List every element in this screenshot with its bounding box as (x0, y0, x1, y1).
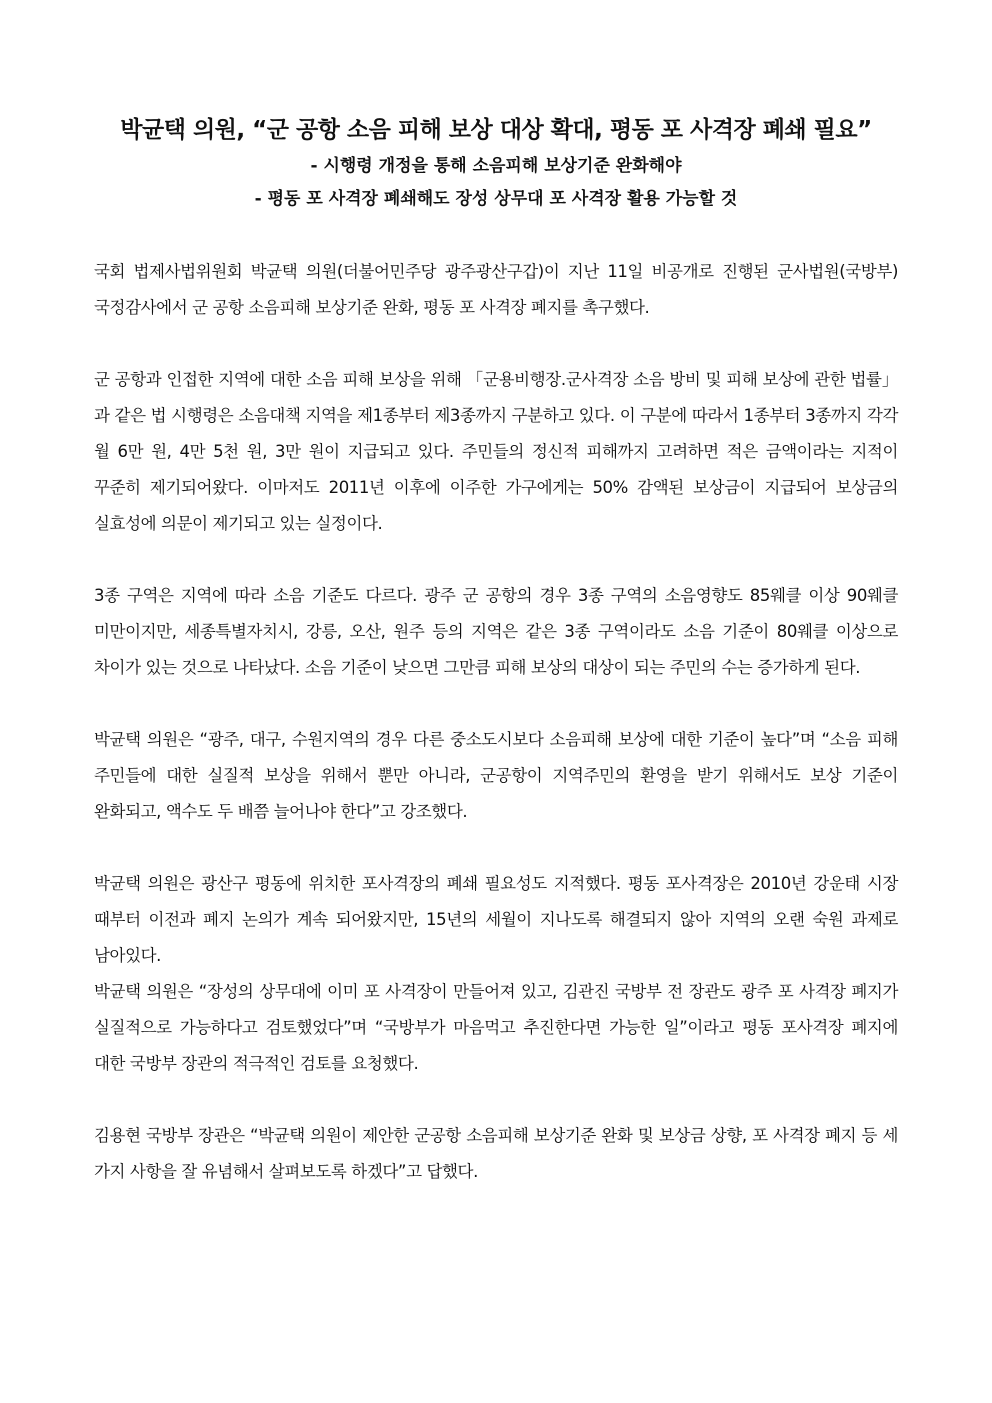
paragraph-firing-range: 박균택 의원은 광산구 평동에 위치한 포사격장의 폐쇄 필요성도 지적했다. 평동 포사격장은 2010년 강운태 시장 때부터 이전과 폐지 논의가 계속 되어왔지만, 15년의 세월이 지나도록 해결되지 않아 지역의 오랜 숙원 과제로 남아있다. (94, 874, 898, 965)
document-page (94, 112, 898, 1226)
article-body (94, 254, 898, 1190)
paragraph-compensation-law: 군 공항과 인접한 지역에 대한 소음 피해 보상을 위해 「군용비행장․군사격장 소음 방비 및 피해 보상에 관한 법률」과 같은 법 시행령은 소음대책 지역을 제1종부터 제3종까지 구분하고 있다. 이 구분에 따라서 1종부터 3종까지 각각 월 6만 원, 4만 5천 원, 3만 원이 지급되고 있다. 주민들의 정신적 피해까지 고려하면 적은 금액이라는 지적이 꾸준히 제기되어왔다. 이마저도 2011년 이후에 이주한 가구에게는 50% 감액된 보상금이 지급되어 보상금의 실효성에 의문이 제기되고 있는 실정이다. (94, 370, 898, 533)
paragraph-quote-standards: 박균택 의원은 “광주, 대구, 수원지역의 경우 다른 중소도시보다 소음피해 보상에 대한 기준이 높다”며 “소음 피해 주민들에 대한 실질적 보상을 위해서 뿐만 아니라, 군공항이 지역주민의 환영을 받기 위해서도 보상 기준이 완화되고, 액수도 두 배쯤 늘어나야 한다”고 강조했다. (94, 730, 898, 821)
paragraph-minister-response: 김용현 국방부 장관은 “박균택 의원이 제안한 군공항 소음피해 보상기준 완화 및 보상금 상향, 포 사격장 폐지 등 세 가지 사항을 잘 유념해서 살펴보도록 하겠다”고 답했다. (94, 1126, 898, 1181)
paragraph-quote-firing-range: 박균택 의원은 “장성의 상무대에 이미 포 사격장이 만들어져 있고, 김관진 국방부 전 장관도 광주 포 사격장 폐지가 실질적으로 가능하다고 검토했었다”며 “국방부가 마음먹고 추진한다면 가능한 일”이라고 평동 포사격장 폐지에 대한 국방부 장관의 적극적인 검토를 요청했다. (94, 982, 898, 1073)
subtitle-block (94, 150, 898, 216)
subtitle-2: - 평동 포 사격장 폐쇄해도 장성 상무대 포 사격장 활용 가능할 것 (254, 189, 738, 209)
paragraph-intro: 국회 법제사법위원회 박균택 의원(더불어민주당 광주광산구갑)이 지난 11일 비공개로 진행된 군사법원(국방부) 국정감사에서 군 공항 소음피해 보상기준 완화, 평동 포 사격장 폐지를 촉구했다. (94, 262, 898, 317)
document-title: 박균택 의원, “군 공항 소음 피해 보상 대상 확대, 평동 포 사격장 폐쇄 필요” (120, 117, 872, 143)
paragraph-noise-standards: 3종 구역은 지역에 따라 소음 기준도 다르다. 광주 군 공항의 경우 3종 구역의 소음영향도 85웨클 이상 90웨클 미만이지만, 세종특별자치시, 강릉, 오산, 원주 등의 지역은 같은 3종 구역이라도 소음 기준이 80웨클 이상으로 차이가 있는 것으로 나타났다. 소음 기준이 낮으면 그만큼 피해 보상의 대상이 되는 주민의 수는 증가하게 된다. (94, 586, 898, 677)
subtitle-1: - 시행령 개정을 통해 소음피해 보상기준 완화해야 (310, 156, 682, 176)
